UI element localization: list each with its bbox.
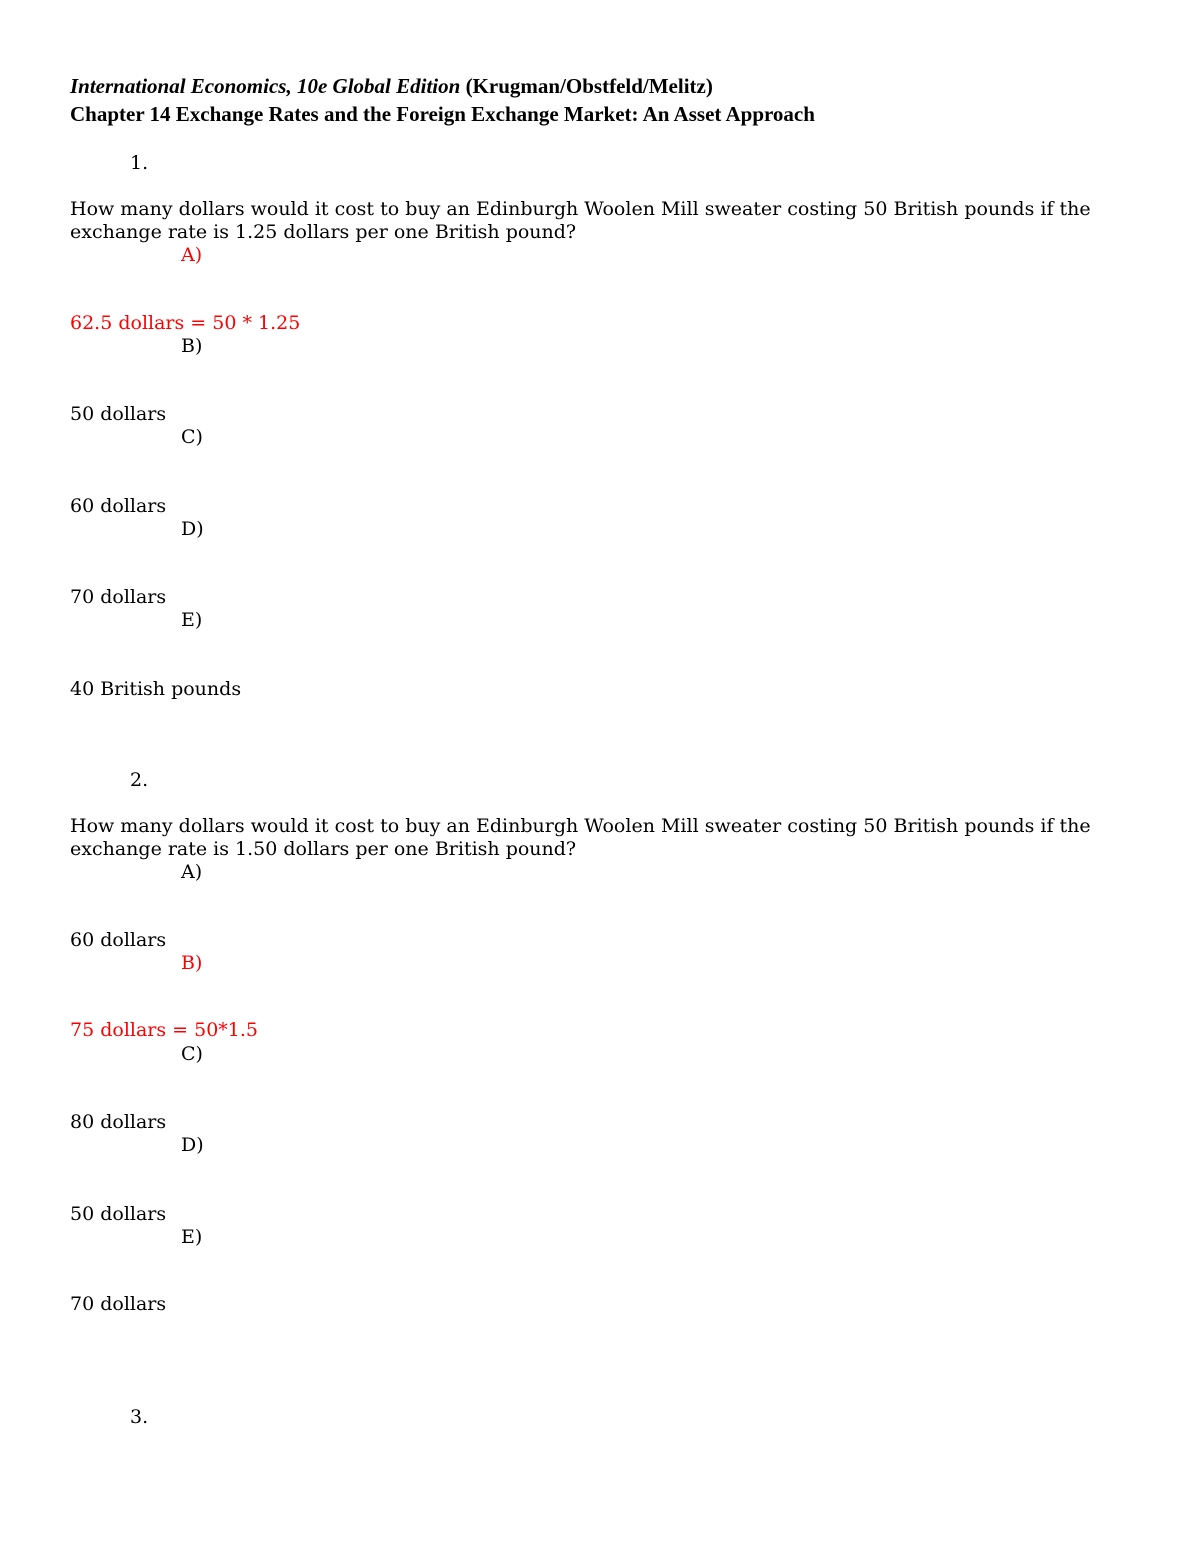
book-authors: (Krugman/Obstfeld/Melitz) xyxy=(460,74,713,98)
question-1-stem-line-1: How many dollars would it cost to buy an Edinburgh Woolen Mill sweater costing 50 British pounds if the xyxy=(70,198,1091,220)
question-2-option-e-text: 70 dollars xyxy=(70,1293,167,1315)
question-1-option-c-text: 60 dollars xyxy=(70,495,167,517)
book-title-line xyxy=(70,73,713,99)
question-2-option-e-letter: E) xyxy=(181,1226,203,1248)
question-2-stem-line-1: How many dollars would it cost to buy an Edinburgh Woolen Mill sweater costing 50 British pounds if the xyxy=(70,815,1091,837)
question-1-option-a-text: 62.5 dollars = 50 * 1.25 xyxy=(70,312,301,334)
question-1-option-a-letter: A) xyxy=(181,244,203,266)
question-1-option-b-letter: B) xyxy=(181,335,203,357)
question-1-option-e-text: 40 British pounds xyxy=(70,678,242,700)
question-2-option-b-letter: B) xyxy=(181,952,203,974)
question-1-number: 1. xyxy=(130,152,149,174)
question-2-option-d-text: 50 dollars xyxy=(70,1203,167,1225)
question-1-option-e-letter: E) xyxy=(181,609,203,631)
book-title: International Economics, 10e Global Edition xyxy=(70,74,461,98)
question-1-option-b-text: 50 dollars xyxy=(70,403,167,425)
question-1-option-d-text: 70 dollars xyxy=(70,586,167,608)
chapter-title: Chapter 14 Exchange Rates and the Foreign Exchange Market: An Asset Approach xyxy=(70,102,815,126)
question-2-option-c-text: 80 dollars xyxy=(70,1111,167,1133)
question-2-option-d-letter: D) xyxy=(181,1134,204,1156)
question-2-option-c-letter: C) xyxy=(181,1043,203,1065)
question-2-number: 2. xyxy=(130,769,149,791)
question-2-option-a-text: 60 dollars xyxy=(70,929,167,951)
question-2-option-a-letter: A) xyxy=(181,861,203,883)
question-1-stem-line-2: exchange rate is 1.25 dollars per one British pound? xyxy=(70,221,577,243)
question-1-option-d-letter: D) xyxy=(181,518,204,540)
question-2-stem-line-2: exchange rate is 1.50 dollars per one British pound? xyxy=(70,838,577,860)
question-2-option-b-text: 75 dollars = 50*1.5 xyxy=(70,1019,259,1041)
question-1-option-c-letter: C) xyxy=(181,426,203,448)
question-3-number: 3. xyxy=(130,1406,149,1428)
